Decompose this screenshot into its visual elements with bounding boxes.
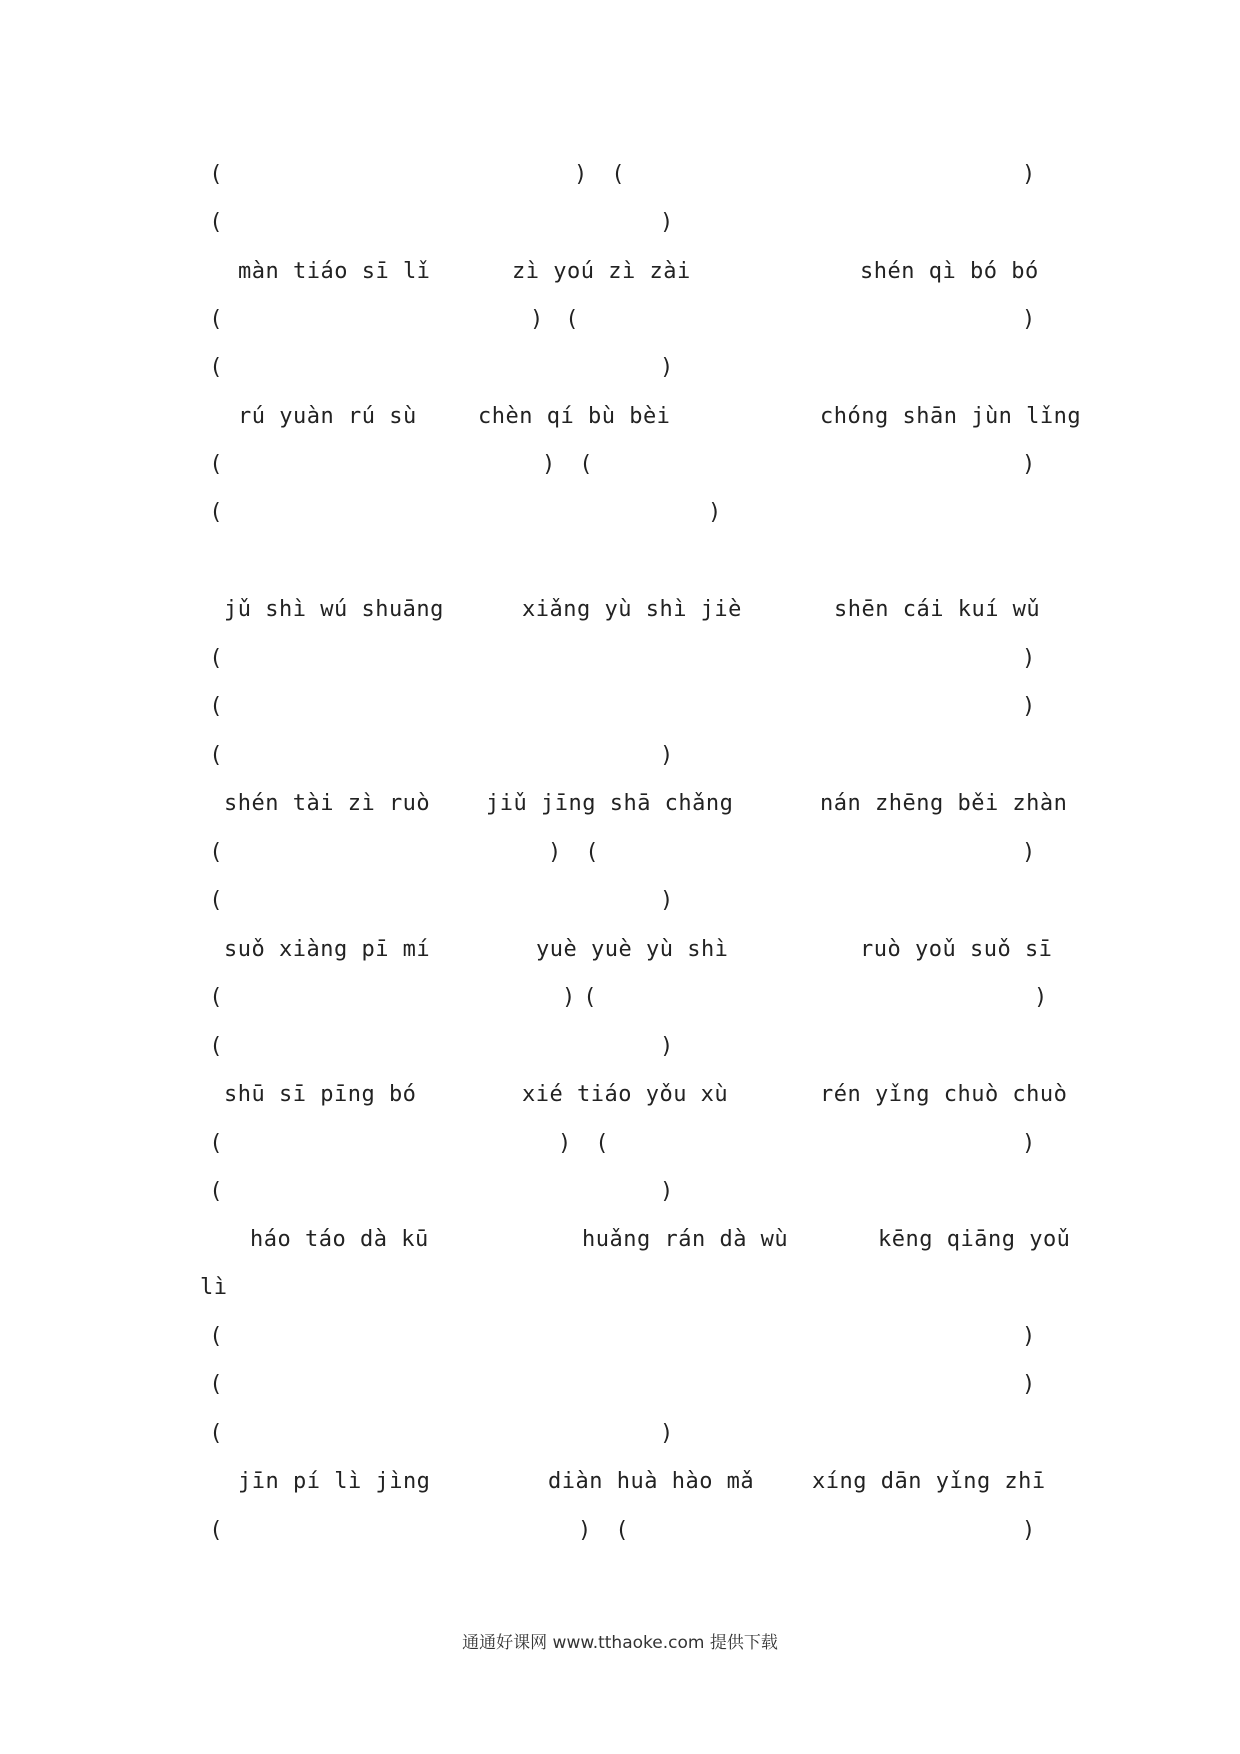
open-paren: ( <box>212 1034 221 1059</box>
close-paren: ) <box>1024 452 1033 477</box>
pinyin-item: jiǔ jīng shā chǎng <box>486 791 734 816</box>
open-paren: ( <box>598 1131 607 1156</box>
close-paren: ) <box>532 307 541 332</box>
open-paren: ( <box>212 307 221 332</box>
pinyin-item: nán zhēng běi zhàn <box>820 791 1068 816</box>
pinyin-item: shén tài zì ruò <box>224 791 431 816</box>
pinyin-item: kēng qiāng yoǔ <box>878 1227 1071 1252</box>
open-paren: ( <box>212 1421 221 1446</box>
close-paren: ) <box>564 985 573 1010</box>
pinyin-item: rú yuàn rú sù <box>238 404 417 429</box>
open-paren: ( <box>212 1372 221 1397</box>
open-paren: ( <box>212 888 221 913</box>
close-paren: ) <box>662 888 671 913</box>
close-paren: ) <box>1024 840 1033 865</box>
close-paren: ) <box>1024 1372 1033 1397</box>
pinyin-item: diàn huà hào mǎ <box>548 1469 755 1494</box>
pinyin-item: zì yoú zì zài <box>512 259 691 284</box>
close-paren: ) <box>1024 646 1033 671</box>
close-paren: ) <box>662 1421 671 1446</box>
open-paren: ( <box>212 646 221 671</box>
pinyin-item: shū sī pīng bó <box>224 1082 417 1107</box>
open-paren: ( <box>212 1518 221 1543</box>
open-paren: ( <box>212 840 221 865</box>
close-paren: ) <box>1024 694 1033 719</box>
close-paren: ) <box>580 1518 589 1543</box>
close-paren: ) <box>662 355 671 380</box>
close-paren: ) <box>550 840 559 865</box>
pinyin-item: suǒ xiàng pī mí <box>224 937 431 962</box>
open-paren: ( <box>212 355 221 380</box>
open-paren: ( <box>212 210 221 235</box>
open-paren: ( <box>212 743 221 768</box>
pinyin-item: shēn cái kuí wǔ <box>834 597 1041 622</box>
close-paren: ) <box>560 1131 569 1156</box>
close-paren: ) <box>1024 162 1033 187</box>
close-paren: ) <box>1024 1518 1033 1543</box>
close-paren: ) <box>662 1179 671 1204</box>
close-paren: ) <box>1024 1131 1033 1156</box>
pinyin-item: jīn pí lì jìng <box>238 1469 431 1494</box>
open-paren: ( <box>212 1324 221 1349</box>
open-paren: ( <box>582 452 591 477</box>
pinyin-item: huǎng rán dà wù <box>582 1227 789 1252</box>
pinyin-item: xié tiáo yǒu xù <box>522 1082 729 1107</box>
pinyin-item: yuè yuè yù shì <box>536 937 729 962</box>
open-paren: ( <box>212 694 221 719</box>
pinyin-item: màn tiáo sī lǐ <box>238 259 431 284</box>
close-paren: ) <box>1024 307 1033 332</box>
pinyin-item: chèn qí bù bèi <box>478 404 671 429</box>
open-paren: ( <box>212 1179 221 1204</box>
close-paren: ) <box>576 162 585 187</box>
pinyin-item: háo táo dà kū <box>250 1227 429 1252</box>
open-paren: ( <box>212 500 221 525</box>
close-paren: ) <box>662 743 671 768</box>
pinyin-item: ruò yoǔ suǒ sī <box>860 937 1053 962</box>
open-paren: ( <box>588 840 597 865</box>
close-paren: ) <box>1036 985 1045 1010</box>
open-paren: ( <box>212 985 221 1010</box>
open-paren: ( <box>614 162 623 187</box>
open-paren: ( <box>618 1518 627 1543</box>
pinyin-item: xiǎng yù shì jiè <box>522 597 742 622</box>
open-paren: ( <box>586 985 595 1010</box>
close-paren: ) <box>662 1034 671 1059</box>
open-paren: ( <box>212 452 221 477</box>
pinyin-item: lì <box>200 1275 228 1300</box>
open-paren: ( <box>212 1131 221 1156</box>
open-paren: ( <box>568 307 577 332</box>
page-footer: 通通好课网 www.tthaoke.com 提供下载 <box>462 1633 778 1653</box>
pinyin-item: rén yǐng chuò chuò <box>820 1082 1068 1107</box>
close-paren: ) <box>710 500 719 525</box>
pinyin-item: xíng dān yǐng zhī <box>812 1469 1046 1494</box>
pinyin-item: shén qì bó bó <box>860 259 1039 284</box>
close-paren: ) <box>1024 1324 1033 1349</box>
pinyin-item: jǔ shì wú shuāng <box>224 597 444 622</box>
open-paren: ( <box>212 162 221 187</box>
pinyin-item: chóng shān jùn lǐng <box>820 404 1082 429</box>
close-paren: ) <box>544 452 553 477</box>
close-paren: ) <box>662 210 671 235</box>
